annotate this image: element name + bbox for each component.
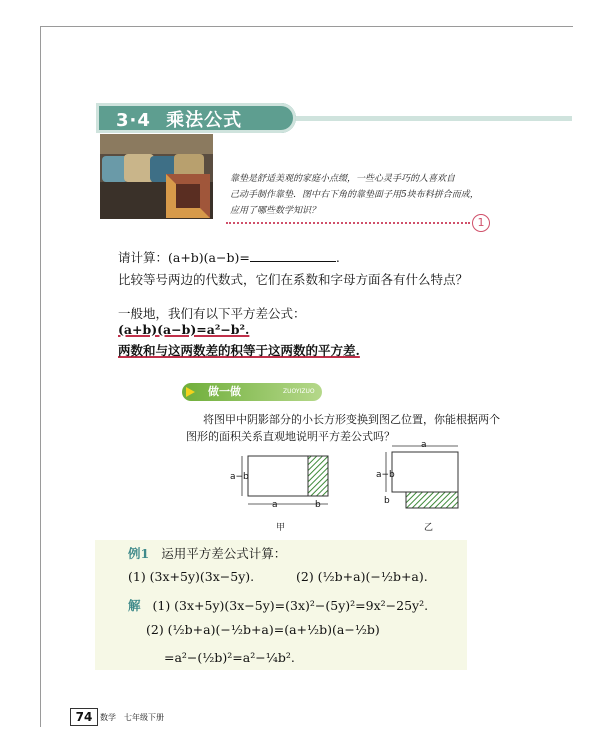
right-caption: 乙 bbox=[424, 523, 434, 533]
activity-line: 将图甲中阴影部分的小长方形变换到图乙位置，你能根据两个 bbox=[203, 413, 500, 426]
right-top-label: a bbox=[421, 440, 427, 450]
intro-text bbox=[230, 171, 480, 219]
activity-line: 图形的面积关系直观地说明平方差公式吗？ bbox=[186, 430, 395, 443]
question-line bbox=[118, 248, 340, 266]
left-caption: 甲 bbox=[276, 523, 286, 533]
dotted-separator bbox=[226, 222, 470, 224]
activity-pinyin: ZUOYIZUO bbox=[283, 388, 315, 395]
solution-line-2: (2) (½b+a)(−½b+a)=(a+½b)(a−½b) bbox=[146, 622, 380, 637]
right-shaded-label: b bbox=[384, 496, 390, 506]
section-number: 3·4 bbox=[116, 110, 151, 131]
question-followup: 比较等号两边的代数式，它们在系数和字母方面各有什么特点？ bbox=[118, 272, 469, 287]
cushion-illustration bbox=[100, 134, 213, 219]
solution-line-1 bbox=[128, 596, 428, 614]
section-title bbox=[116, 106, 242, 132]
arrow-icon bbox=[186, 387, 195, 397]
solution-line-3: =a²−(½b)²=a²−¼b². bbox=[164, 650, 295, 665]
question-prompt: 请计算：(a+b)(a−b)= bbox=[118, 250, 250, 265]
question-end: . bbox=[335, 250, 340, 265]
formula-expression: (a+b)(a−b)=a²−b². bbox=[118, 322, 250, 337]
figure-right bbox=[372, 440, 472, 530]
example-label: 例1 bbox=[128, 546, 150, 561]
intro-line: 应用了哪些数学知识？ bbox=[230, 206, 321, 216]
marker-badge: 1 bbox=[472, 214, 490, 232]
intro-line: 靠垫是舒适美观的家庭小点缀，一些心灵手巧的人喜欢自 bbox=[230, 174, 456, 184]
formula-lead: 一般地，我们有以下平方差公式： bbox=[118, 306, 306, 321]
solution-step: (1) (3x+5y)(3x−5y)=(3x)²−(5y)²=9x²−25y². bbox=[152, 598, 429, 613]
solution-label: 解 bbox=[128, 598, 141, 613]
intro-line: 己动手制作靠垫．图中右下角的靠垫面子用5块布料拼合而成， bbox=[230, 190, 479, 200]
example-heading bbox=[128, 544, 286, 562]
example-task: 运用平方差公式计算： bbox=[161, 546, 287, 561]
section-name: 乘法公式 bbox=[166, 110, 243, 131]
left-bottom-b: b bbox=[315, 500, 321, 510]
book-title: 数学 七年级下册 bbox=[100, 713, 164, 722]
answer-blank bbox=[250, 249, 336, 262]
page-number: 74 bbox=[70, 708, 98, 726]
figure-left bbox=[228, 448, 348, 538]
activity-label: 做一做 bbox=[208, 385, 241, 398]
right-side-label: a−b bbox=[376, 470, 395, 480]
example-problem-1: (1) (3x+5y)(3x−5y). bbox=[128, 569, 255, 584]
example-problem-2: (2) (½b+a)(−½b+a). bbox=[296, 569, 428, 584]
formula-rule: 两数和与这两数差的积等于这两数的平方差. bbox=[118, 343, 360, 358]
left-side-label: a−b bbox=[230, 472, 249, 482]
left-bottom-a: a bbox=[272, 500, 278, 510]
header-rule bbox=[296, 116, 572, 121]
cushion-photo bbox=[100, 134, 213, 219]
